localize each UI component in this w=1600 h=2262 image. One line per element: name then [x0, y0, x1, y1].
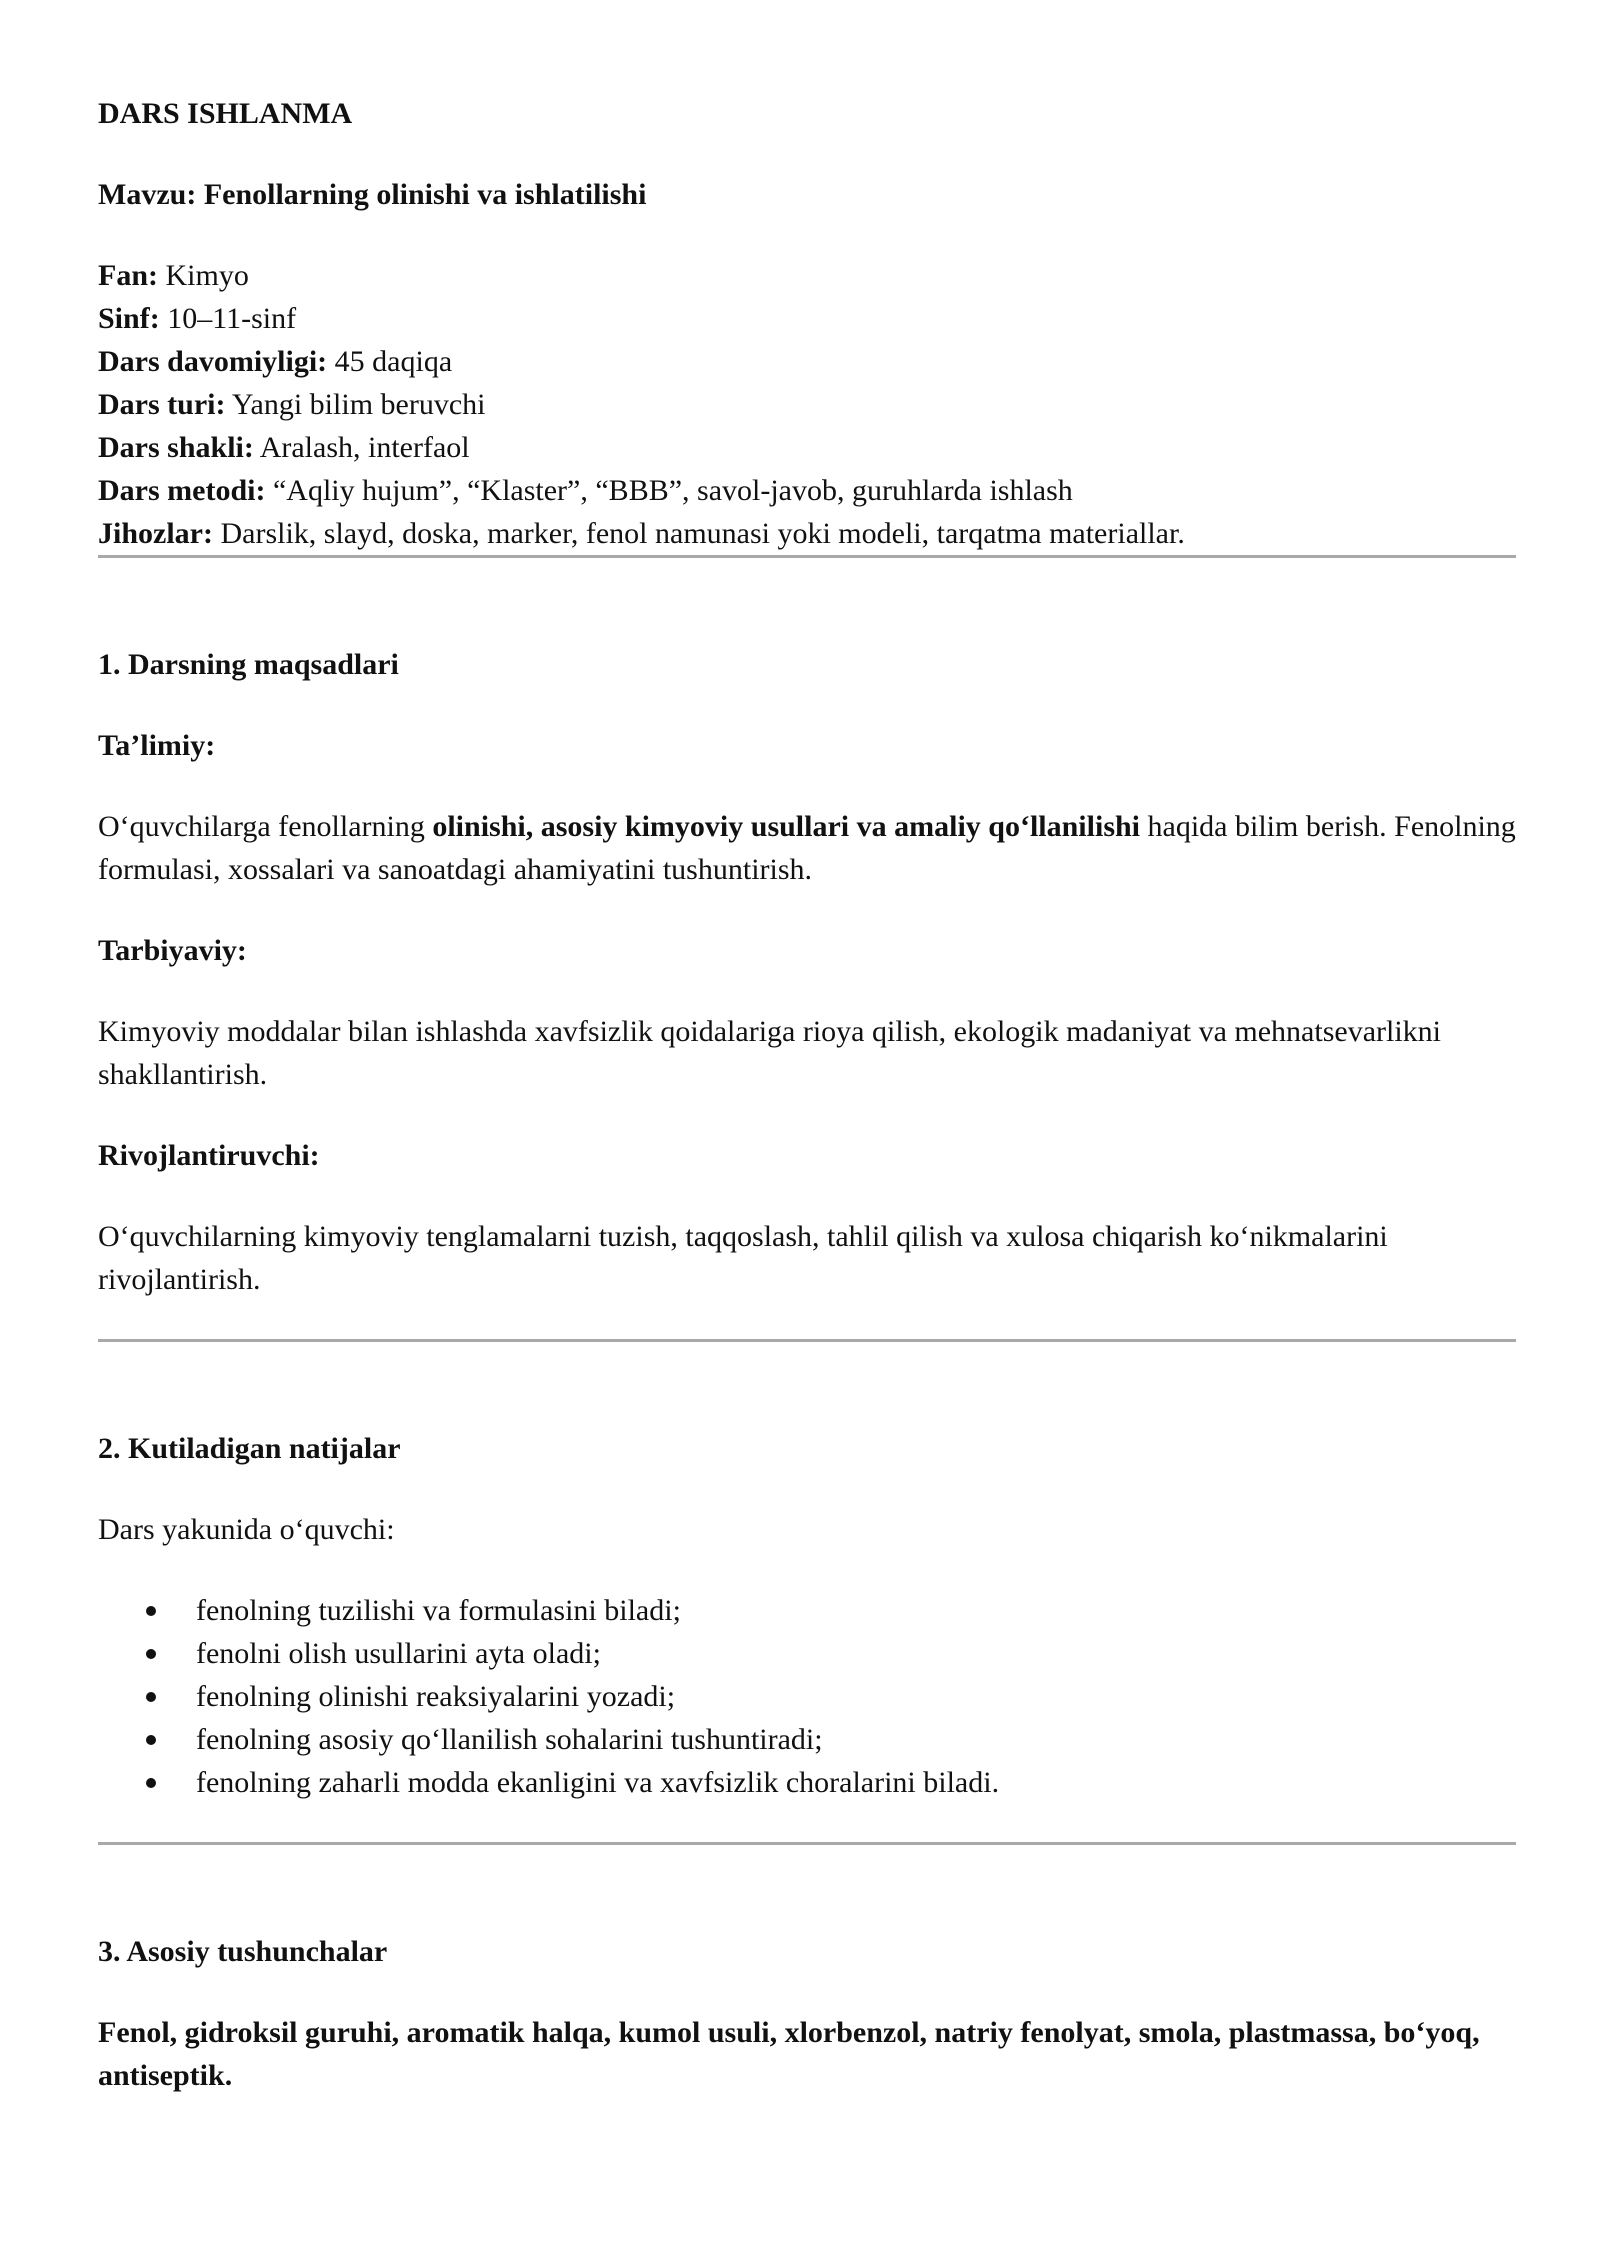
list-item-text: fenolning olinishi reaksiyalarini yozadi;: [196, 1680, 676, 1713]
meta-label: Sinf:: [98, 302, 160, 335]
developmental-goal-text: O‘quvchilarning kimyoviy tenglamalarni tuzish, taqqoslash, tahlil qilish va xulosa chiqarish ko‘nikmalarini rivojlantirish.: [98, 1220, 1388, 1296]
bullet-icon: [146, 1606, 156, 1616]
list-item: [98, 1632, 1518, 1675]
meta-value: 10–11-sinf: [159, 302, 297, 335]
meta-duration: [98, 340, 1518, 383]
horizontal-divider: [98, 1339, 1516, 1342]
meta-value: Aralash, interfaol: [253, 431, 470, 464]
section-title-outcomes: 2. Kutiladigan natijalar: [98, 1432, 401, 1465]
meta-value: Kimyo: [158, 259, 249, 292]
meta-value: Yangi bilim beruvchi: [225, 388, 486, 421]
list-item: [98, 1675, 1518, 1718]
text-run: O‘quvchilarga fenollarning: [98, 810, 433, 843]
bullet-icon: [146, 1692, 156, 1702]
section-title-concepts: 3. Asosiy tushunchalar: [98, 1935, 388, 1968]
list-item-text: fenolning asosiy qo‘llanilish sohalarini tushuntiradi;: [196, 1723, 823, 1756]
horizontal-divider: [98, 555, 1516, 558]
meta-label: Jihozlar:: [98, 517, 213, 550]
list-item: [98, 1761, 1518, 1804]
bullet-icon: [146, 1778, 156, 1788]
meta-value: Darslik, slayd, doska, marker, fenol namunasi yoki modeli, tarqatma materiallar.: [212, 517, 1185, 550]
document-title: DARS ISHLANMA: [98, 97, 353, 130]
lesson-meta: [98, 254, 1518, 555]
meta-label: Dars davomiyligi:: [98, 345, 328, 378]
meta-label: Dars turi:: [98, 388, 226, 421]
topic-value: Fenollarning olinishi va ishlatilishi: [203, 178, 647, 211]
outcomes-list: [98, 1589, 1518, 1804]
meta-label: Dars metodi:: [98, 474, 266, 507]
meta-lesson-method: [98, 469, 1518, 512]
document-page: [98, 92, 1518, 2097]
text-run-bold: olinishi, asosiy kimyoviy usullari va amaliy qo‘llanilishi: [432, 810, 1141, 843]
meta-value: “Aqliy hujum”, “Klaster”, “BBB”, savol-javob, guruhlarda ishlash: [265, 474, 1073, 507]
educational-goal-text: [98, 805, 1518, 891]
meta-grade: [98, 297, 1518, 340]
subsection-title-developmental: Rivojlantiruvchi:: [98, 1139, 320, 1172]
horizontal-divider: [98, 1842, 1516, 1845]
topic-label: Mavzu:: [98, 178, 197, 211]
subsection-title-educational: Ta’limiy:: [98, 729, 216, 762]
upbringing-goal-text: Kimyoviy moddalar bilan ishlashda xavfsizlik qoidalariga rioya qilish, ekologik madaniyat va mehnatsevarlikni shakllantirish.: [98, 1015, 1442, 1091]
meta-equipment: [98, 512, 1518, 555]
list-item-text: fenolning tuzilishi va formulasini biladi;: [196, 1594, 681, 1627]
key-concepts-text: Fenol, gidroksil guruhi, aromatik halqa, kumol usuli, xlorbenzol, natriy fenolyat, smola, plastmassa, bo‘yoq, antiseptik.: [98, 2016, 1480, 2092]
list-item-text: fenolning zaharli modda ekanligini va xavfsizlik choralarini biladi.: [196, 1766, 1000, 1799]
meta-subject: [98, 254, 1518, 297]
meta-label: Dars shakli:: [98, 431, 254, 464]
meta-value: 45 daqiqa: [327, 345, 453, 378]
text-run: haqida bilim berish. Fenolning formulasi, xossalari va sanoatdagi ahamiyatini tushuntirish.: [98, 810, 1516, 886]
list-item: [98, 1589, 1518, 1632]
bullet-icon: [146, 1649, 156, 1659]
bullet-icon: [146, 1735, 156, 1745]
list-item-text: fenolni olish usullarini ayta oladi;: [196, 1637, 601, 1670]
meta-lesson-type: [98, 383, 1518, 426]
meta-lesson-form: [98, 426, 1518, 469]
meta-label: Fan:: [98, 259, 158, 292]
subsection-title-upbringing: Tarbiyaviy:: [98, 934, 247, 967]
section-title-goals: 1. Darsning maqsadlari: [98, 648, 399, 681]
list-item: [98, 1718, 1518, 1761]
topic-line: [98, 173, 1518, 216]
outcomes-intro: Dars yakunida o‘quvchi:: [98, 1513, 395, 1546]
